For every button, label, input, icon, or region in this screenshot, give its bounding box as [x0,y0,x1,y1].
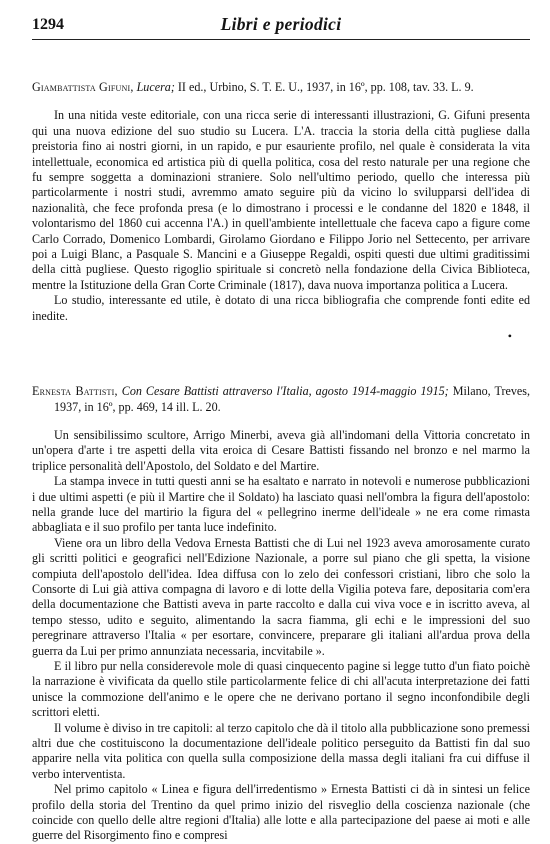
review-paragraph: E il libro pur nella considerevole mole di quasi cinquecento pagine si legge tutto d'un fiato poichè la narrazione è vivificata da quello stile particolarmente felice di chi all'acuta interpretazione dei fatti unisce la commozione dell'animo e le opere che ne derivano portano il segno inconfondibile degli scrittori eletti. [32,659,530,720]
document-page [32,14,530,844]
review-paragraph: Nel primo capitolo « Linea e figura dell'irredentismo » Ernesta Battisti ci dà in sintesi un felice profilo della storia del Trentino da quel primo inizio del risveglio della coscienza nazionale (che coincide con quello delle altre regioni d'Italia) alle lotte e alla partecipazione del paese ai moti e alle guerre del Risorgimento fino e compresi [32,782,530,843]
page-header [32,14,530,40]
review-paragraph: La stampa invece in tutti questi anni se ha esaltato e narrato in notevoli e numerose pubblicazioni i due ultimi aspetti (e più il Martire che il Soldato) ha lasciato quasi nell'ombra la figura dell'apostolo: nella grande luce del martirio la figura del « pellegrino inerme dell'ideale » ne era come rimasta abbagliata e il suo profilo per tanta luce indefinito. [32,474,530,535]
review-lucera [32,80,530,344]
review-battisti [32,384,530,844]
review-paragraph: Il volume è diviso in tre capitoli: al terzo capitolo che dà il titolo alla pubblicazione sono premessi altri due che costituiscono la documentazione dell'ideale politico perseguito da Battisti fin dal suo apparire nella vita politica con quella sulla composizione della massa degli italiani fra cui diffuse il verbo interventista. [32,720,530,781]
review-paragraph: Lo studio, interessante ed utile, è dotato di una ricca bibliografia che comprende fonti edite ed inedite. [32,293,530,323]
review-citation [32,384,530,415]
header-rule [32,39,530,40]
review-citation [32,80,530,95]
review-paragraph: In una nitida veste editoriale, con una ricca serie di interessanti illustrazioni, G. Gifuni presenta qui una nuova edizione del suo studio su Lucera. L'A. traccia la storia della città pugliese dalla preistoria fino ai nostri giorni, in un rapido, e pur esauriente profilo, nel quale è considerata la vita intellettuale, economica ed artistica più di quella politica, cosa del resto naturale per una regione che fu sempre soggetta a dominazioni straniere. Solo nell'ultimo periodo, quello che interessa più particolarmente i nostri studi, avremmo amato seguire più da vicino lo svilupparsi dell'idea di nazionalità, che fece profonda presa (e lo dimostrano i processi e le condanne del 1820 e 1848, il volontarismo del 1860 cui accenna l'A.) in quell'ambiente intellettuale che faceva capo a figure come Carlo Corrado, Domenico Lombardi, Girolamo Giordano e Filippo Jorio nel Settecento, per arrivare poi a Luigi Blanc, a Pasquale S. Mancini e a Giuseppe Regaldi, ospiti questi due ultimi graditissimi della città pugliese. Questo rigoglio spirituale si concretò nella fondazione della Civica Biblioteca, mentre la Istituzione della Gran Corte Criminale (1817), dava nuova importanza politica a Lucera. [32,108,530,292]
section-end-mark: • [507,329,512,344]
page-number: 1294 [32,16,64,33]
review-publication-info: Milano, Treves, 1937, in 16º, pp. 469, 14 ill. L. 20. [54,384,531,414]
review-paragraph: Viene ora un libro della Vedova Ernesta Battisti che di Lui nel 1923 aveva amorosamente curato gli scritti politici e geografici nell'Edizione Nazionale, a porre sul piano che gli spetta, la visione compiuta dell'apostolo dell'idea. Idea diffusa con lo zelo dei confessori cristiani, libro che solo la Consorte di Lui già attiva compagna di lavoro e di lotte della Vigilia poteva fare, depositaria com'era della documentazione che Battisti aveva in parte raccolto e dalla cui viva voce e in iscritto aveva, al tempo stesso, udito e seguito, alimentando la sacra fiamma, gli echi e le impressioni del suo peregrinare attraverso l'Italia « per esortare, convincere, preparare gli italiani all'ardua prova della guerra da Lui per primo annunziata necessaria, incvitabile ». [32,535,530,658]
review-author: Giambattista Gifuni, [32,80,134,94]
review-book-title: Con Cesare Battisti attraverso l'Italia, agosto 1914-maggio 1915; [121,384,449,399]
review-paragraph: Un sensibilissimo scultore, Arrigo Minerbi, aveva già all'indomani della Vittoria concretato in un'opera d'arte i tre aspetti della vita eroica di Cesare Battisti fissando nel bronzo e nel marmo la triplice personalità dell'Apostolo, del Soldato e del Martire. [32,427,530,473]
running-title: Libri e periodici [220,14,342,34]
review-author: Ernesta Battisti, [32,384,118,399]
review-publication-info: II ed., Urbino, S. T. E. U., 1937, in 16º, pp. 108, tav. 33. L. 9. [177,80,474,94]
review-book-title: Lucera; [136,80,175,94]
